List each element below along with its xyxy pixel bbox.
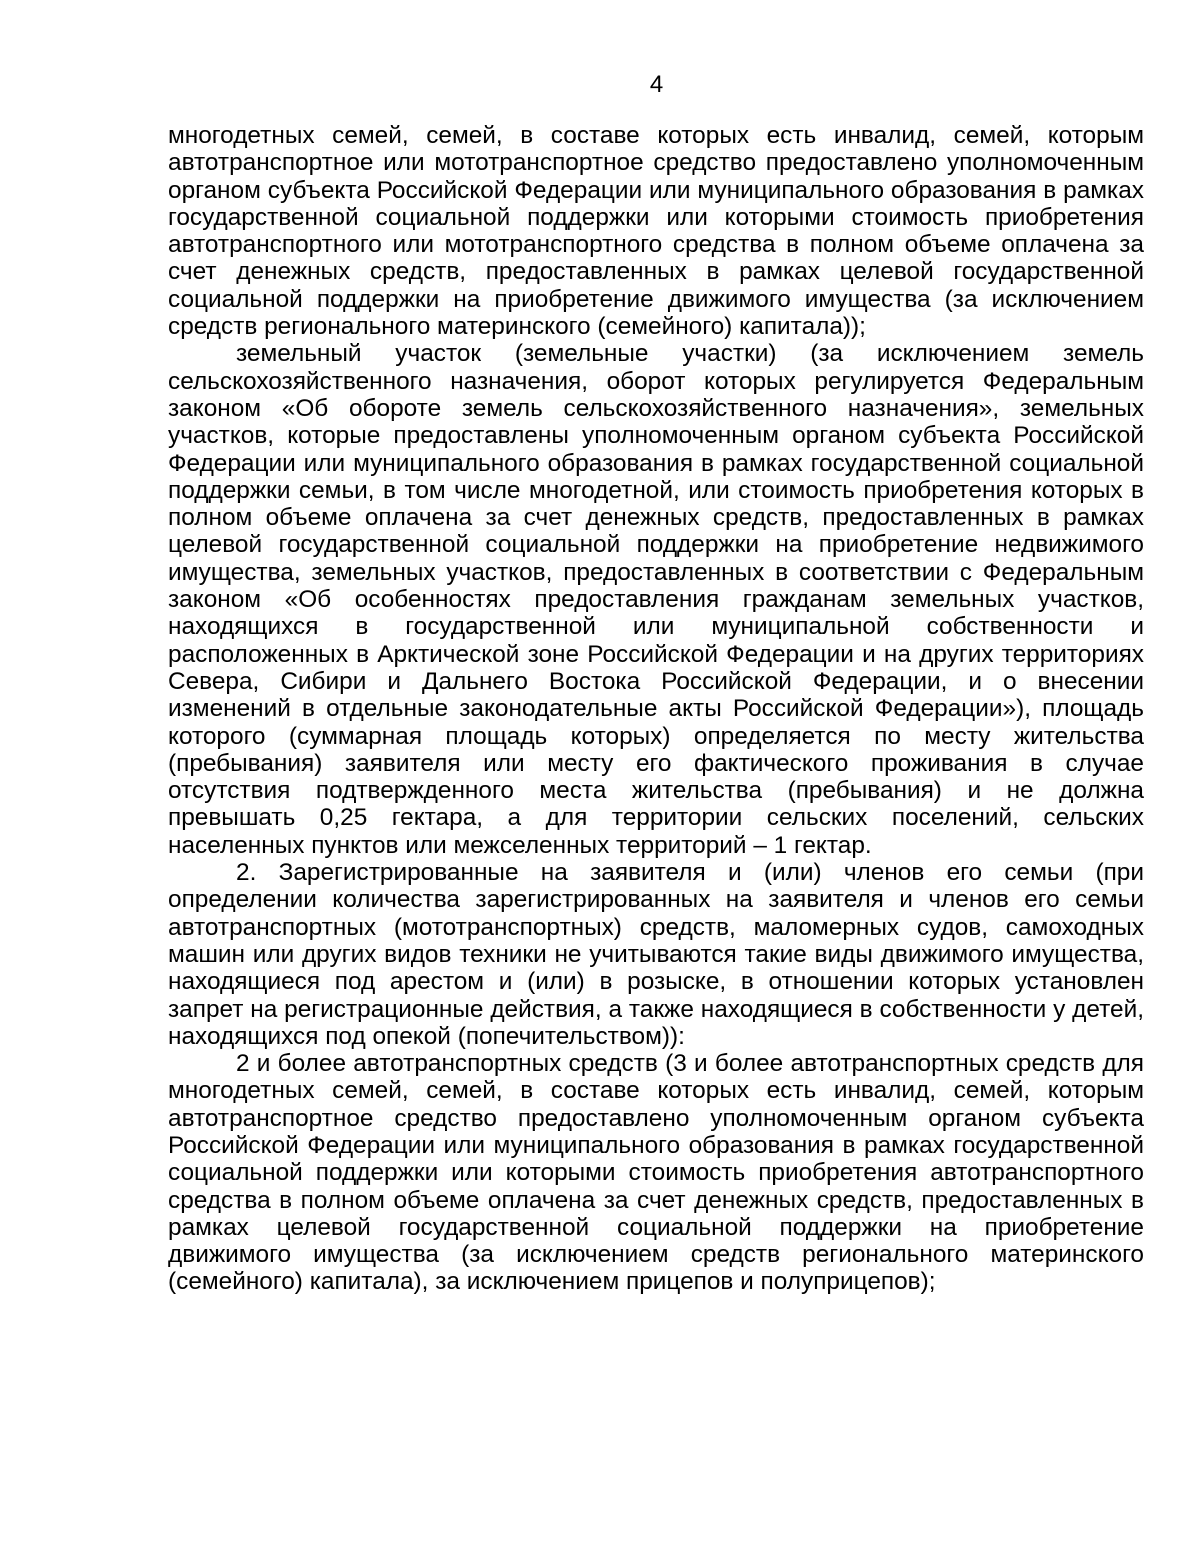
paragraph-1: многодетных семей, семей, в составе которых есть инвалид, семей, которым автотранспортное или мототранспортное средство предоставлено уполномоченным органом субъекта Российской Федерации или муниципального образования в рамках государственной социальной поддержки или которыми стоимость приобретения автотранспортного или мототранспортного средства в полном объеме оплачена за счет денежных средств, предоставленных в рамках целевой государственной социальной поддержки на приобретение движимого имущества (за исключением средств регионального материнского (семейного) капитала));: [168, 122, 1144, 341]
document-body: [168, 122, 1144, 1296]
paragraph-4: 2 и более автотранспортных средств (3 и более автотранспортных средств для многодетных семей, семей, в составе которых есть инвалид, семей, которым автотранспортное средство предоставлено уполномоченным органом субъекта Российской Федерации или муниципального образования в рамках государственной социальной поддержки или которыми стоимость приобретения автотранспортного средства в полном объеме оплачена за счет денежных средств, предоставленных в рамках целевой государственной социальной поддержки на приобретение движимого имущества (за исключением средств регионального материнского (семейного) капитала), за исключением прицепов и полуприцепов);: [168, 1050, 1144, 1296]
page-number: 4: [649, 71, 664, 98]
paragraph-3: 2. Зарегистрированные на заявителя и (или) членов его семьи (при определении количества зарегистрированных на заявителя и членов его семьи автотранспортных (мототранспортных) средств, маломерных судов, самоходных машин или других видов техники не учитываются такие виды движимого имущества, находящиеся под арестом и (или) в розыске, в отношении которых установлен запрет на регистрационные действия, а также находящиеся в собственности у детей, находящихся под опекой (попечительством)):: [168, 859, 1144, 1050]
paragraph-2: земельный участок (земельные участки) (за исключением земель сельскохозяйственного назначения, оборот которых регулируется Федеральным законом «Об обороте земель сельскохозяйственного назначения», земельных участков, которые предоставлены уполномоченным органом субъекта Российской Федерации или муниципального образования в рамках государственной социальной поддержки семьи, в том числе многодетной, или стоимость приобретения которых в полном объеме оплачена за счет денежных средств, предоставленных в рамках целевой государственной социальной поддержки на приобретение недвижимого имущества, земельных участков, предоставленных в соответствии с Федеральным законом «Об особенностях предоставления гражданам земельных участков, находящихся в государственной или муниципальной собственности и расположенных в Арктической зоне Российской Федерации и на других территориях Севера, Сибири и Дальнего Востока Российской Федерации, и о внесении изменений в отдельные законодательные акты Российской Федерации»), площадь которого (суммарная площадь которых) определяется по месту жительства (пребывания) заявителя или месту его фактического проживания в случае отсутствия подтвержденного места жительства (пребывания) и не должна превышать 0,25 гектара, а для территории сельских поселений, сельских населенных пунктов или межселенных территорий – 1 гектар.: [168, 340, 1144, 859]
